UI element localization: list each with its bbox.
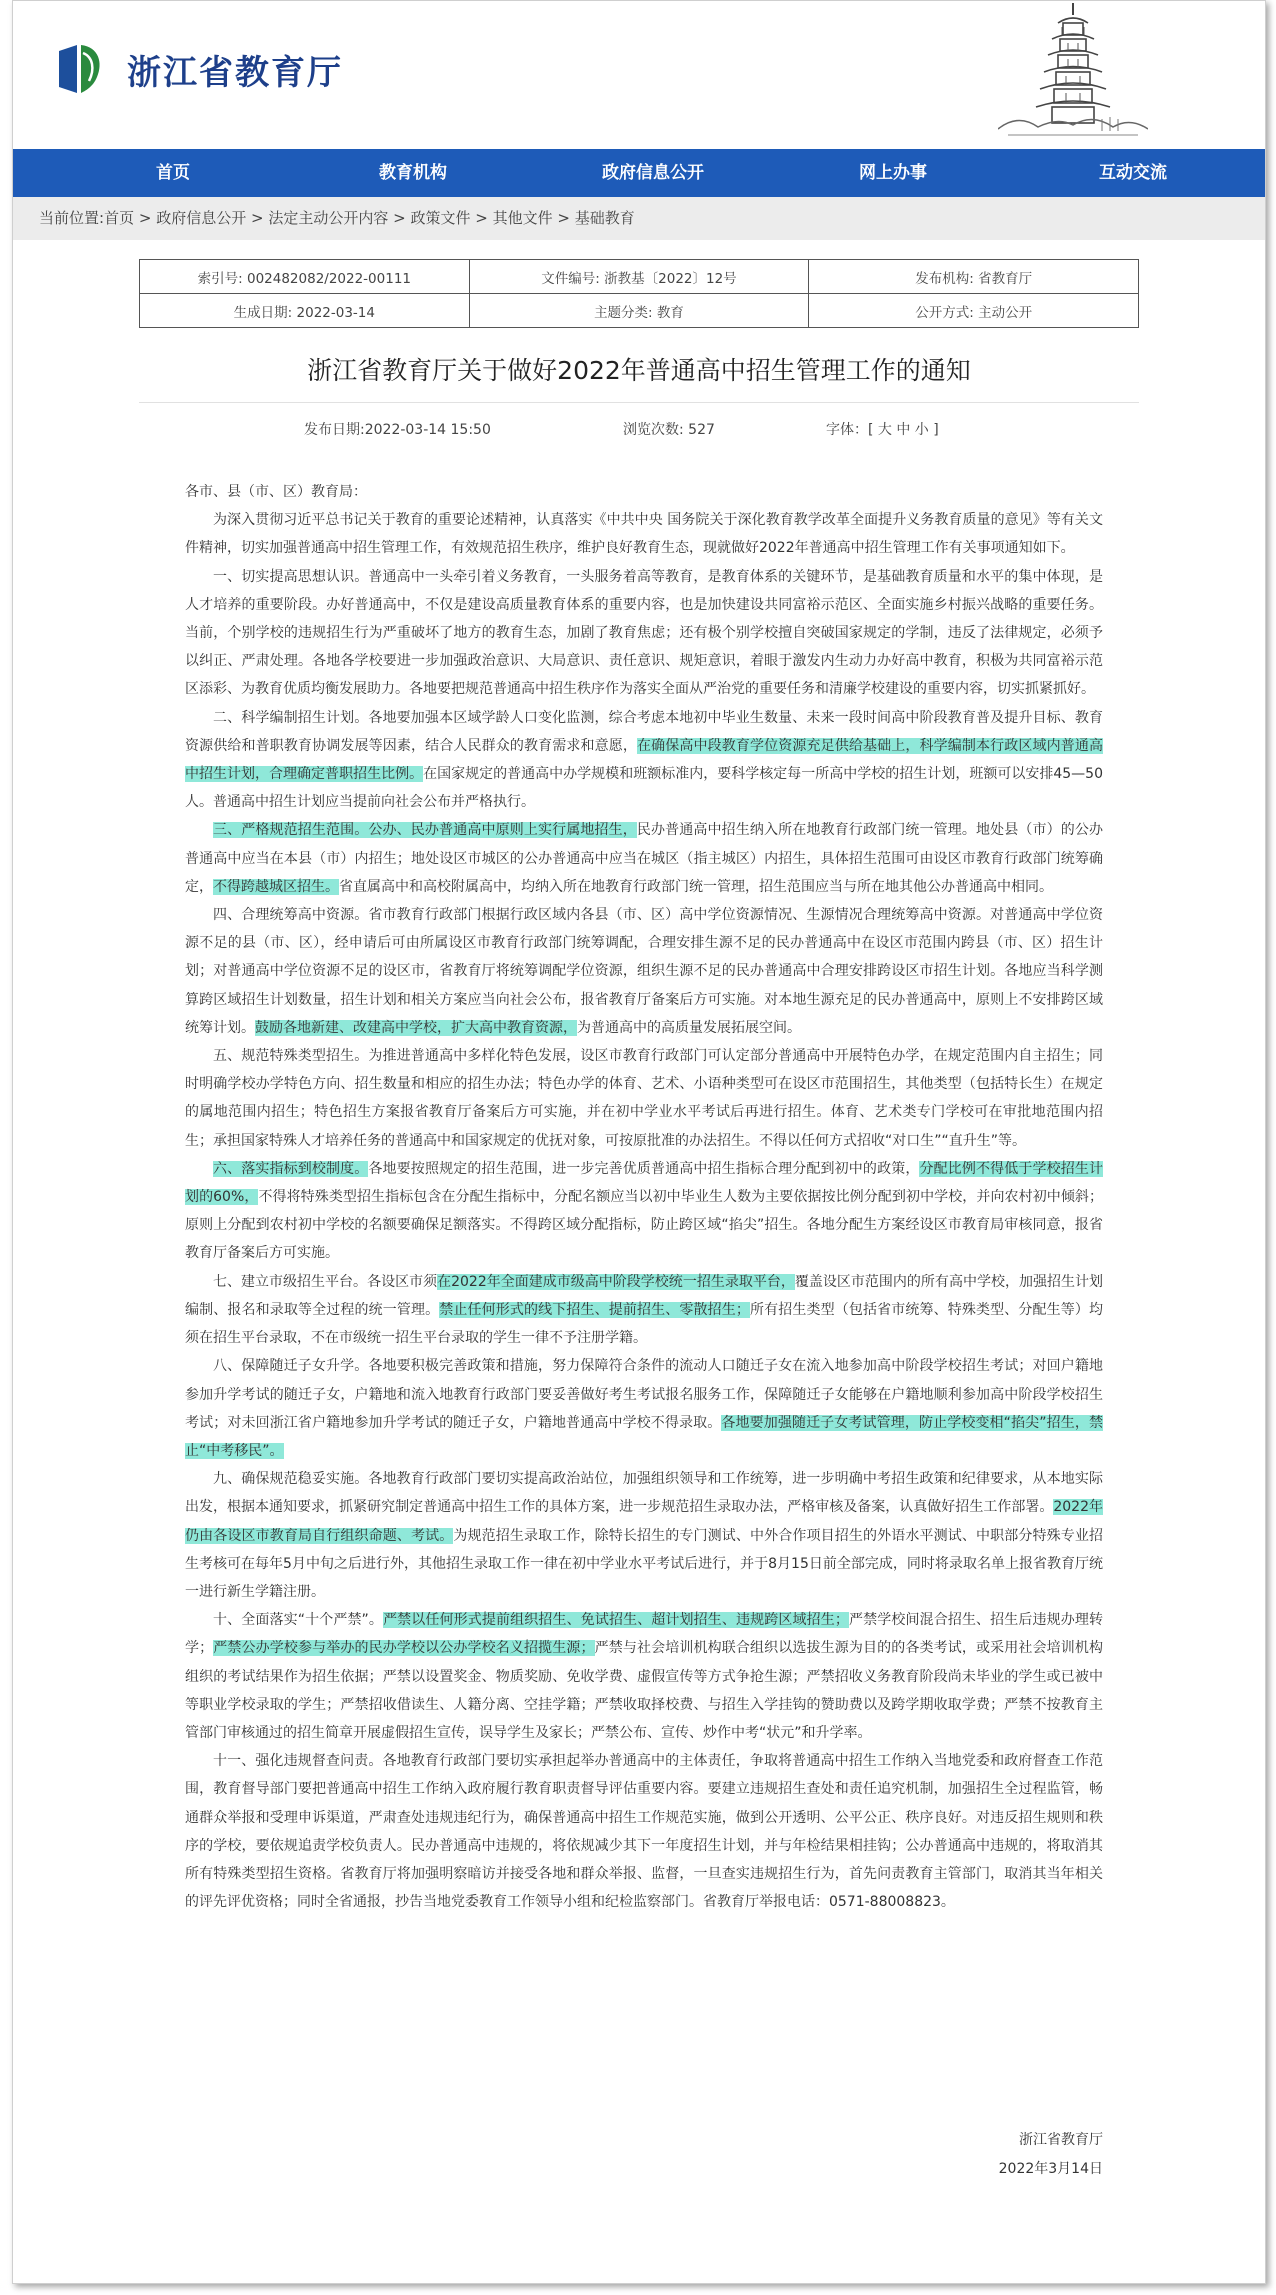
breadcrumb-policy[interactable]: 政策文件 [410,209,471,227]
highlight: 六、落实指标到校制度。 [213,1160,369,1177]
nav-home[interactable]: 首页 [156,163,190,183]
salutation: 各市、县（市、区）教育局： [185,484,367,500]
main-nav [13,149,1265,197]
document-meta-table [139,259,1139,328]
nav-interaction[interactable]: 互动交流 [1099,163,1167,183]
breadcrumb [13,197,1265,240]
breadcrumb-separator: > [470,209,493,227]
leaf-logo-icon[interactable] [53,39,105,99]
section-9: 九、确保规范稳妥实施。各地教育行政部门要切实提高政治站位，加强组织领导和工作统筹，进一步明确中考招生政策和纪律要求，从本地实际出发，根据本通知要求，抓紧研究制定普通高中招生工作的具体方案，进一步规范招生录取办法，严格审核及备案，认真做好招生工作部署。2022年仍由各设区市教育局自行组织命题、考试。为规范招生录取工作，除特长招生的专门测试、中外合作项目招生的外语水平测试、中职部分特殊专业招生考核可在每年5月中旬之后进行外，其他招生录取工作一律在初中学业水平考试后进行，并于8月15日前全部完成，同时将录取名单上报省教育厅统一进行新生学籍注册。 [185,1471,1103,1600]
section-10: 十、全面落实“十个严禁”。严禁以任何形式提前组织招生、免试招生、超计划招生、违规跨区域招生；严禁学校间混合招生、招生后违规办理转学；严禁公办学校参与举办的民办学校以公办学校名义招揽生源；严禁与社会培训机构联合组织以选拔生源为目的的各类考试，或采用社会培训机构组织的考试结果作为招生依据；严禁以设置奖金、物质奖励、免收学费、虚假宣传等方式争抢生源；严禁招收义务教育阶段尚未毕业的学生或已被中等职业学校录取的学生；严禁招收借读生、人籍分离、空挂学籍；严禁收取择校费、与招生入学挂钩的赞助费以及跨学期收取学费；严禁不按教育主管部门审核通过的招生简章开展虚假招生宣传，误导学生及家长；严禁公布、宣传、炒作中考“状元”和升学率。 [185,1612,1104,1741]
breadcrumb-separator: > [246,209,269,227]
site-header [13,1,1265,149]
meta-category: 主题分类: 教育 [469,294,809,328]
view-count: 浏览次数: 527 [623,422,715,438]
publish-date: 发布日期:2022-03-14 15:50 [304,422,491,438]
site-name[interactable]: 浙江省教育厅 [127,53,343,93]
intro-paragraph: 为深入贯彻习近平总书记关于教育的重要论述精神，认真落实《中共中央 国务院关于深化教育教学改革全面提升义务教育质量的意见》等有关文件精神，切实加强普通高中招生管理工作，有效规范招生秩序，维护良好教育生态，现就做好2022年普通高中招生管理工作有关事项通知如下。 [185,512,1103,557]
breadcrumb-other[interactable]: 其他文件 [492,209,553,227]
section-4: 四、合理统筹高中资源。省市教育行政部门根据行政区域内各县（市、区）高中学位资源情况、生源情况合理统筹高中资源。对普通高中学位资源不足的县（市、区），经申请后可由所属设区市教育行政部门统筹调配，合理安排生源不足的民办普通高中在设区市范围内跨县（市、区）招生计划；对普通高中学位资源不足的设区市，省教育厅将统筹调配学位资源，组织生源不足的民办普通高中合理安排跨设区市招生计划。各地应当科学测算跨区域招生计划数量，招生计划和相关方案应当向社会公布，报省教育厅备案后方可实施。对本地生源充足的民办普通高中，原则上不安排跨区域统筹计划。鼓励各地新建、改建高中学校，扩大高中教育资源，为普通高中的高质量发展拓展空间。 [185,907,1103,1036]
meta-issuer: 发布机构: 省教育厅 [809,260,1139,294]
meta-disclosure: 公开方式: 主动公开 [809,294,1139,328]
nav-online-services[interactable]: 网上办事 [859,163,927,183]
title-divider [139,402,1139,403]
section-1: 一、切实提高思想认识。普通高中一头牵引着义务教育，一头服务着高等教育，是教育体系的关键环节，是基础教育质量和水平的集中体现，是人才培养的重要阶段。办好普通高中，不仅是建设高质量教育体系的重要内容，也是加快建设共同富裕示范区、全面实施乡村振兴战略的重要任务。当前，个别学校的违规招生行为严重破坏了地方的教育生态，加剧了教育焦虑；还有极个别学校擅自突破国家规定的学制，违反了法律规定，必须予以纠正、严肃处理。各地各学校要进一步加强政治意识、大局意识、责任意识、规矩意识，着眼于激发内生动力办好高中教育，积极为共同富裕示范区添彩、为教育优质均衡发展助力。各地要把规范普通高中招生秩序作为落实全面从严治党的重要任务和清廉学校建设的重要内容，切实抓紧抓好。 [185,568,1103,698]
pagoda-illustration-icon [998,1,1148,146]
meta-created: 生成日期: 2022-03-14 [140,294,470,328]
section-8: 八、保障随迁子女升学。各地要积极完善政策和措施，努力保障符合条件的流动人口随迁子女在流入地参加高中阶段学校招生考试；对回户籍地参加升学考试的随迁子女，户籍地和流入地教育行政部门要妥善做好考生考试报名服务工作，保障随迁子女能够在户籍地顺利参加高中阶段学校招生考试；对未回浙江省户籍地参加升学考试的随迁子女，户籍地普通高中学校不得录取。各地要加强随迁子女考试管理，防止学校变相“掐尖”招生，禁止“中考移民”。 [185,1358,1103,1459]
breadcrumb-label: 当前位置: [39,209,105,227]
highlight: 在确保高中段教育学位资源充足供给基础上，科学编制本行政区域内普通高中招生计划，合理确定普职招生比例。 [185,737,1103,783]
section-6: 六、落实指标到校制度。各地要按照规定的招生范围，进一步完善优质普通高中招生指标合理分配到初中的政策，分配比例不得低于学校招生计划的60%，不得将特殊类型招生指标包含在分配生指标中，分配名额应当以初中毕业生人数为主要依据按比例分配到初中学校，并向农村初中倾斜；原则上分配到农村初中学校的名额要确保足额落实。不得跨区域分配指标，防止跨区域“掐尖”招生。各地分配生方案经设区市教育局审核同意，报省教育厅备案后方可实施。 [185,1160,1104,1262]
section-3: 三、严格规范招生范围。公办、民办普通高中原则上实行属地招生，民办普通高中招生纳入所在地教育行政部门统一管理。地处县（市）的公办普通高中应当在本县（市）内招生；地处设区市城区的公办普通高中应当在城区（指主城区）内招生，具体招生范围可由设区市教育行政部门统筹确定，不得跨越城区招生。省直属高中和高校附属高中，均纳入所在地教育行政部门统一管理，招生范围应当与所在地其他公办普通高中相同。 [185,822,1104,895]
meta-index-no: 索引号: 002482082/2022-00111 [140,260,470,294]
meta-doc-no: 文件编号: 浙教基〔2022〕12号 [469,260,809,294]
highlight: 在2022年全面建成市级高中阶段学校统一招生录取平台， [437,1273,795,1290]
section-5: 五、规范特殊类型招生。为推进普通高中多样化特色发展，设区市教育行政部门可认定部分普通高中开展特色办学，在规定范围内自主招生；同时明确学校办学特色方向、招生数量和相应的招生办法；特色办学的体育、艺术、小语种类型可在设区市范围招生，其他类型（包括特长生）在规定的属地范围内招生；特色招生方案报省教育厅备案后方可实施，并在初中学业水平考试后再进行招生。体育、艺术类专门学校可在审批地范围内招生；承担国家特殊人才培养任务的普通高中和国家规定的优抚对象，可按原批准的办法招生。不得以任何方式招收“对口生”“直升生”等。 [185,1048,1103,1149]
highlight: 2022年仍由各设区市教育局自行组织命题、考试。 [185,1499,1103,1544]
section-7: 七、建立市级招生平台。各设区市须在2022年全面建成市级高中阶段学校统一招生录取平台，覆盖设区市范围内的所有高中学校，加强招生计划编制、报名和录取等全过程的统一管理。禁止任何形式的线下招生、提前招生、零散招生；所有招生类型（包括省市统筹、特殊类型、分配生等）均须在招生平台录取，不在市级统一招生平台录取的学生一律不予注册学籍。 [185,1273,1103,1347]
breadcrumb-separator: > [388,209,411,227]
breadcrumb-gov-info[interactable]: 政府信息公开 [156,209,247,227]
nav-gov-info[interactable]: 政府信息公开 [602,163,704,183]
highlight: 各地要加强随迁子女考试管理，防止学校变相“掐尖”招生，禁止“中考移民”。 [185,1414,1103,1459]
highlight: 不得跨越城区招生。 [213,878,339,895]
breadcrumb-home[interactable]: 首页 [104,209,135,227]
highlight: 三、严格规范招生范围。公办、民办普通高中原则上实行属地招生， [213,822,637,839]
font-size-switcher[interactable]: 字体：[ 大 中 小 ] [826,422,939,438]
breadcrumb-separator: > [134,209,157,227]
article-title: 浙江省教育厅关于做好2022年普通高中招生管理工作的通知 [307,356,971,385]
highlight: 鼓励各地新建、改建高中学校，扩大高中教育资源， [255,1019,577,1036]
signature-org: 浙江省教育厅 [1019,2132,1103,2148]
section-2: 二、科学编制招生计划。各地要加强本区域学龄人口变化监测，综合考虑本地初中毕业生数量、未来一段时间高中阶段教育普及提升目标、教育资源供给和普职教育协调发展等因素，结合人民群众的教育需求和意愿，在确保高中段教育学位资源充足供给基础上，科学编制本行政区域内普通高中招生计划，合理确定普职招生比例。在国家规定的普通高中办学规模和班额标准内，要科学核定每一所高中学校的招生计划，班额可以安排45—50人。普通高中招生计划应当提前向社会公布并严格执行。 [185,709,1103,811]
page-frame [12,0,1266,2284]
signature-date: 2022年3月14日 [998,2161,1103,2177]
highlight: 禁止任何形式的线下招生、提前招生、零散招生； [439,1301,750,1318]
highlight: 分配比例不得低于学校招生计划的60%， [185,1160,1104,1206]
breadcrumb-statutory[interactable]: 法定主动公开内容 [268,209,389,227]
highlight: 严禁公办学校参与举办的民办学校以公办学校名义招揽生源； [213,1640,595,1657]
breadcrumb-basic-edu[interactable]: 基础教育 [574,209,635,227]
article-body [185,478,1103,1916]
breadcrumb-separator: > [552,209,575,227]
section-11: 十一、强化违规督查问责。各地教育行政部门要切实承担起举办普通高中的主体责任，争取将普通高中招生工作纳入当地党委和政府督查工作范围，教育督导部门要把普通高中招生工作纳入政府履行教育职责督导评估重要内容。要建立违规招生查处和责任追究机制，加强招生全过程监管，畅通群众举报和受理申诉渠道，严肃查处违规违纪行为，确保普通高中招生工作规范实施，做到公开透明、公平公正、秩序良好。对违反招生规则和秩序的学校，要依规追责学校负责人。民办普通高中违规的，将依规减少其下一年度招生计划，并与年检结果相挂钩；公办普通高中违规的，将取消其所有特殊类型招生资格。省教育厅将加强明察暗访并接受各地和群众举报、监督，一旦查实违规招生行为，首先问责教育主管部门，取消其当年相关的评先评优资格；同时全省通报，抄告当地党委教育工作领导小组和纪检监察部门。省教育厅举报电话：0571-88008823。 [185,1753,1103,1911]
highlight: 严禁以任何形式提前组织招生、免试招生、超计划招生、违规跨区域招生； [383,1612,849,1629]
nav-institutions[interactable]: 教育机构 [379,163,447,183]
